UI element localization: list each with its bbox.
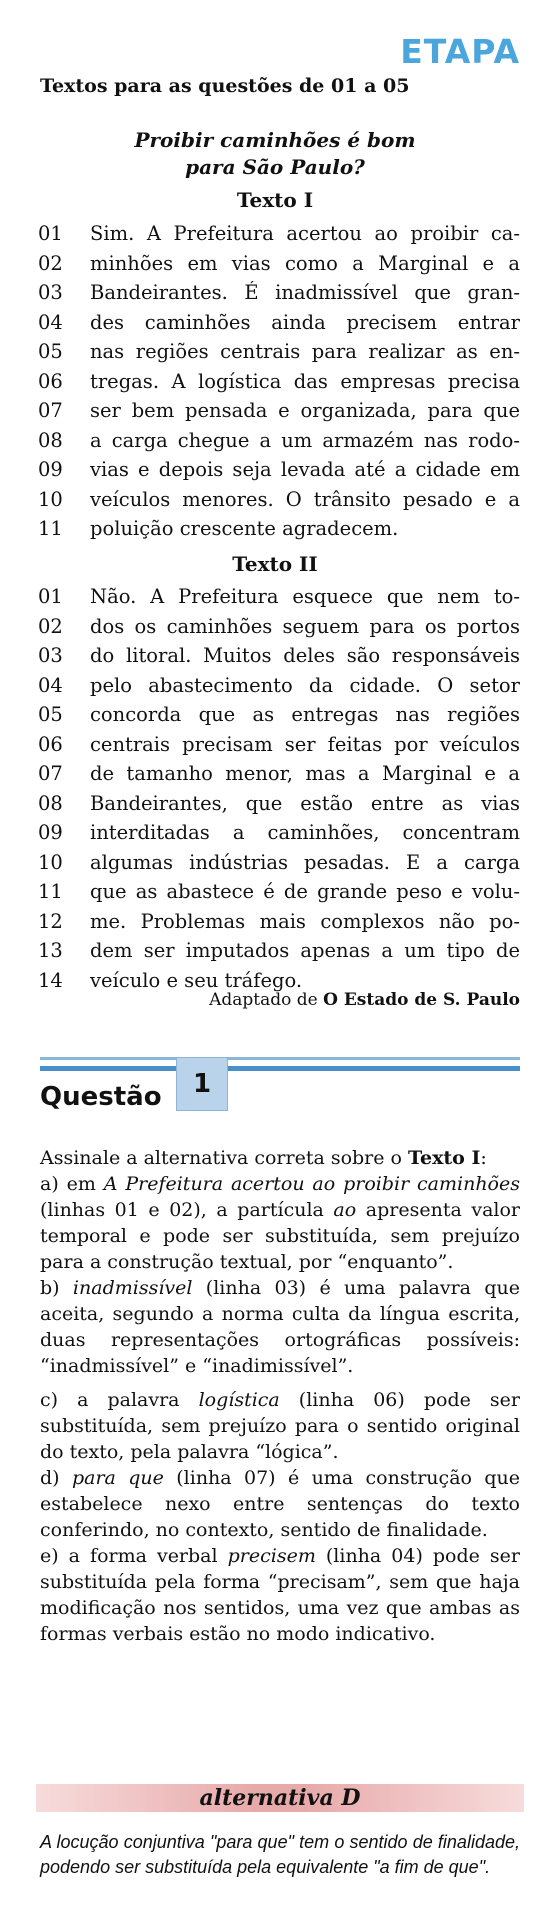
line-number: 06 [38,369,63,393]
source-prefix: Adaptado de [209,990,318,1010]
answer-label: alternativa D [199,1785,361,1811]
line-text: a carga chegue a um armazém nas rodo- [90,428,520,452]
line-text: concorda que as entregas nas regiões [90,703,520,726]
option-a-pre: a) em [40,1173,96,1195]
option-a-word: ao [333,1199,357,1221]
line-text: des caminhões ainda precisem entrar [90,310,520,334]
text-line [38,585,520,615]
answer-banner [36,1784,524,1812]
text-line [38,340,520,370]
line-text: vias e depois seja levada até a cidade em [90,458,520,481]
option-b-word: inadmissível [72,1277,193,1299]
line-text: poluição crescente agradecem. [90,517,399,540]
text-line [38,488,520,518]
text-line [38,939,520,969]
line-number: 02 [38,614,63,638]
option-d-word: para que [71,1467,164,1489]
text-line [38,252,520,282]
text-line [38,792,520,822]
line-text: Bandeirantes, que estão entre as vias [90,791,520,815]
line-text: nas regiões centrais para realizar as en- [90,340,520,363]
line-number: 03 [38,281,63,304]
option-d-pre: d) [40,1467,60,1489]
text-line [38,674,520,704]
title-line-2: para São Paulo? [185,155,365,179]
article-title [0,127,550,181]
line-number: 09 [38,821,63,844]
line-text: centrais precisam ser feitas por veículos [90,732,520,756]
line-number: 03 [38,644,63,667]
line-number: 13 [38,939,63,962]
line-number: 06 [38,732,63,756]
option-a-mid: (linhas 01 e 02), a partícula [40,1199,324,1221]
stem-prefix: Assinale a alternativa correta sobre o [40,1147,402,1169]
line-text: pelo abastecimento da cidade. O setor [90,673,520,697]
text-line [38,517,520,547]
line-number: 01 [38,222,63,245]
option-e-pre: e) a forma verbal [40,1545,218,1567]
line-number: 08 [38,428,63,452]
question-body [40,1145,520,1647]
question-number-badge [176,1057,228,1111]
text-line [38,733,520,763]
option-c-post: (linha 06) pode ser substituída, sem prejuízo para o sentido original do texto, pela palavra “lógica”. [40,1389,520,1463]
divider-thick [40,1066,520,1071]
text-line [38,762,520,792]
line-text: tregas. A logística das empresas precisa [90,369,520,393]
line-number: 05 [38,340,63,363]
line-number: 01 [38,585,63,608]
texto1-heading: Texto I [236,188,314,212]
line-text: veículo e seu tráfego. [90,968,303,992]
line-text: interditadas a caminhões, concentram [90,821,520,844]
question-stem [40,1145,520,1171]
option-e [40,1543,520,1647]
line-number: 11 [38,517,63,540]
line-number: 05 [38,703,63,726]
option-e-word: precisem [227,1545,316,1567]
text-line [38,910,520,940]
answer-explanation: A locução conjuntiva "para que" tem o sentido de finalidade, podendo ser substituída pela equivalente "a fim de que". [40,1832,520,1877]
line-number: 14 [38,968,63,992]
text-line [38,429,520,459]
stem-suffix: : [480,1147,487,1169]
option-d-post: (linha 07) é uma construção que estabelece nexo entre sentenças do texto conferindo, no contexto, sentido de finalidade. [40,1467,520,1541]
line-number: 09 [38,458,63,481]
option-a [40,1171,520,1275]
text-line [38,399,520,429]
text-line [38,851,520,881]
line-number: 10 [38,487,63,511]
stem-ref: Texto I [408,1147,481,1169]
line-text: Bandeirantes. É inadmissível que gran- [90,281,520,304]
line-text: dos os caminhões seguem para os portos [90,614,520,638]
divider-thin [40,1057,520,1060]
option-c-word: logística [198,1389,280,1411]
text-line [38,370,520,400]
line-number: 04 [38,673,63,697]
text-line [38,703,520,733]
text-line [38,615,520,645]
option-d [40,1465,520,1543]
text-line [38,821,520,851]
option-b-pre: b) [40,1277,60,1299]
line-text: Sim. A Prefeitura acertou ao proibir ca- [90,222,520,245]
text-line [38,311,520,341]
text-line [38,281,520,311]
option-e-post: (linha 04) pode ser substituída pela forma “precisam”, sem que haja modificação nos sentidos, uma vez que ambas as formas verbais estão no modo indicativo. [40,1545,520,1645]
option-c [40,1387,520,1465]
option-c-pre: c) a palavra [40,1389,180,1411]
line-number: 04 [38,310,63,334]
line-number: 07 [38,762,63,785]
line-text: ser bem pensada e organizada, para que [90,399,520,422]
text-line [38,880,520,910]
line-number: 02 [38,251,63,275]
brand-logo: ETAPA [400,32,520,71]
line-text: minhões em vias como a Marginal e a [90,251,520,275]
question-number: 1 [192,1069,212,1099]
option-a-post: apresenta valor temporal e pode ser substituída, sem prejuízo para a construção textual, por “enquanto”. [40,1199,520,1273]
section-header: Textos para as questões de 01 a 05 [40,75,410,97]
question-label: Questão [40,1082,162,1112]
line-number: 08 [38,791,63,815]
line-text: dem ser imputados apenas a um tipo de [90,939,520,962]
source-credit [209,990,520,1010]
texto2-heading: Texto II [232,552,318,576]
line-text: algumas indústrias pesadas. E a carga [90,850,520,874]
option-a-quote: A Prefeitura acertou ao proibir caminhões [103,1173,520,1195]
line-number: 07 [38,399,63,422]
line-text: veículos menores. O trânsito pesado e a [90,487,520,511]
line-number: 10 [38,850,63,874]
title-line-1: Proibir caminhões é bom [134,128,416,152]
line-text: do litoral. Muitos deles são responsáveis [90,644,520,667]
line-text: que as abastece é de grande peso e volu- [90,880,520,903]
line-text: me. Problemas mais complexos não po- [90,909,520,933]
texto2-body [38,585,520,998]
option-b [40,1275,520,1379]
text-line [38,644,520,674]
option-b-post: (linha 03) é uma palavra que aceita, segundo a norma culta da língua escrita, duas representações ortográficas possíveis: “inadmissível” e “inadimissível”. [40,1277,520,1377]
source-name: O Estado de S. Paulo [323,990,520,1010]
texto1-body [38,222,520,547]
line-text: de tamanho menor, mas a Marginal e a [90,762,520,785]
line-text: Não. A Prefeitura esquece que nem to- [90,585,520,608]
line-number: 11 [38,880,63,903]
text-line [38,458,520,488]
line-number: 12 [38,909,63,933]
text-line [38,222,520,252]
